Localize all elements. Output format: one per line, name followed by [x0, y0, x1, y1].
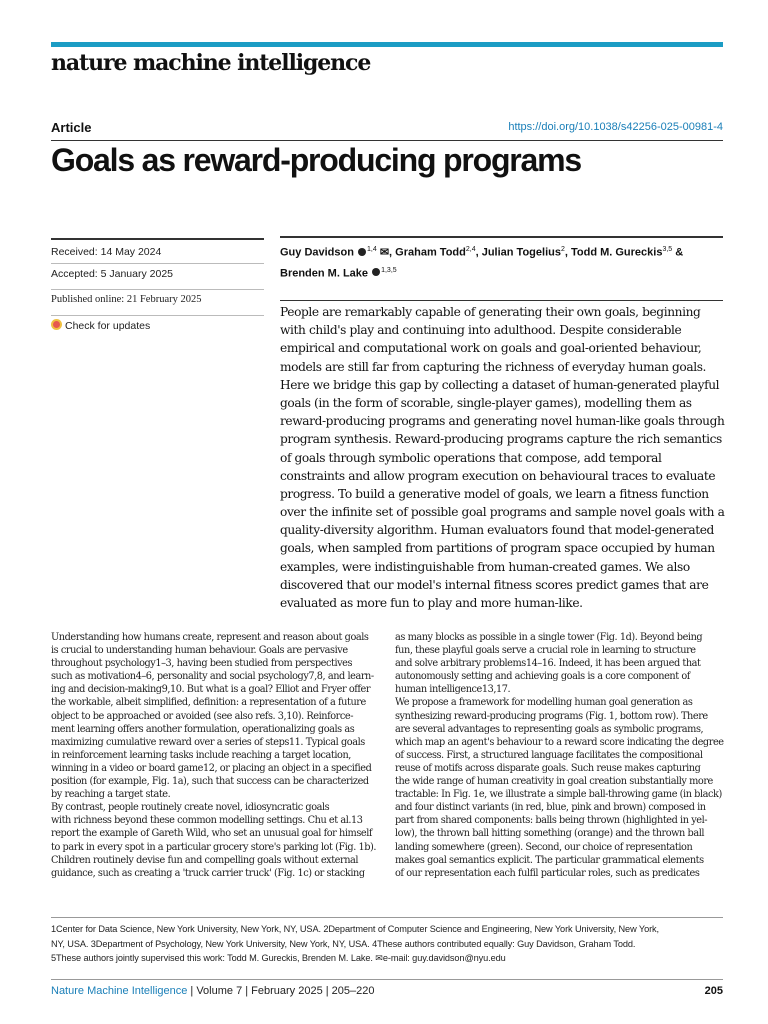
- author-affiliation: 1,4: [367, 246, 377, 253]
- footnote-rule: [51, 917, 723, 918]
- author-togelius[interactable]: , Julian Togelius: [475, 246, 561, 259]
- body-text-line: makes goal semantics explicit. The particular grammatical elements: [395, 854, 704, 866]
- author-affiliation: 2,4: [465, 246, 476, 253]
- abstract-line: quality-diversity algorithm. Human evaluators found that model-generated: [280, 523, 714, 538]
- abstract-line: constraints and allow program execution on behavioural traces to evaluate: [280, 468, 716, 483]
- body-text-line: ment learning offers another formulation, operationalizing goals as: [51, 723, 355, 735]
- published-date: Published online: 21 February 2025: [51, 290, 264, 316]
- check-updates-button[interactable]: [51, 316, 264, 342]
- header-rule: [51, 42, 723, 47]
- abstract-line: of goals through symbolic operations that compose, add temporal: [280, 450, 662, 465]
- body-text-line: synthesizing reward-producing programs (Fig. 1, bottom row). There: [395, 710, 708, 722]
- body-text-line: reuse of motifs across disparate goals. Such reuse makes capturing: [395, 762, 701, 774]
- body-text-line: throughout psychology1–3, having been studied from perspectives: [51, 658, 353, 670]
- footer-citation: [51, 985, 375, 997]
- author-gureckis[interactable]: , Todd M. Gureckis: [564, 246, 663, 259]
- body-text-line: By contrast, people routinely create novel, idiosyncratic goals: [51, 802, 330, 814]
- author-affiliation: 2: [560, 246, 565, 253]
- body-text-line: We propose a framework for modelling human goal generation as: [395, 697, 693, 709]
- body-text-line: Understanding how humans create, represent and reason about goals: [51, 632, 369, 643]
- body-text-line: of our representation each fulfil particular roles, such as predicates: [395, 867, 700, 879]
- body-text-line: the wide range of human creativity in goal creation substantially more: [395, 776, 713, 788]
- body-text-line: in reinforcement learning tasks include reaching a target location,: [51, 749, 351, 761]
- body-text-line: position (for example, Fig. 1a), such that success can be characterized: [51, 776, 369, 788]
- doi-link[interactable]: https://doi.org/10.1038/s42256-025-00981-4: [508, 121, 723, 133]
- footer-journal-link[interactable]: Nature Machine Intelligence: [51, 985, 188, 997]
- body-column-left: [51, 631, 384, 880]
- publication-metadata: [51, 238, 264, 342]
- abstract-line: Here we bridge this gap by collecting a dataset of human-generated playful: [280, 377, 720, 392]
- email-icon[interactable]: ✉: [379, 246, 390, 259]
- received-date: Received: 14 May 2024: [51, 238, 264, 264]
- body-text-line: Children routinely devise fun and compelling goals without external: [51, 854, 359, 866]
- author-todd[interactable]: , Graham Todd: [389, 246, 466, 259]
- orcid-icon[interactable]: [358, 248, 366, 256]
- author-davidson[interactable]: Guy Davidson: [280, 246, 354, 259]
- body-text-line: autonomously setting and achieving goals is a core component of: [395, 671, 690, 683]
- body-text-line: are several advantages to representing goals as symbolic programs,: [395, 723, 704, 735]
- body-text-line: tractable: In Fig. 1e, we illustrate a simple ball-throwing game (in black): [395, 789, 722, 801]
- body-text-line: and solve arbitrary problems14–16. Indeed, it has been argued that: [395, 658, 701, 670]
- footnote-line: NY, USA. 3Department of Psychology, New York University, New York, NY, USA. 4These authors contributed equally: Guy Davidson, Graham Todd.: [51, 938, 636, 949]
- affiliation-footnotes: [51, 922, 723, 966]
- abstract-line: discovered that our model's internal fitness scores predict games that are: [280, 577, 709, 592]
- orcid-icon[interactable]: [372, 268, 380, 276]
- abstract-line: evaluated as more fun to play and more human-like.: [280, 596, 583, 610]
- abstract-line: goals (in the form of scorable, single-player games), modelling them as: [280, 395, 692, 410]
- body-text-line: winning in a video or board game12, or placing an object in a specified: [51, 762, 372, 774]
- footnote-line: 1Center for Data Science, New York University, New York, NY, USA. 2Department of Computer Science and Engineering, New York University, New York,: [51, 924, 659, 934]
- abstract-line: progress. To build a generative model of goals, we learn a fitness function: [280, 486, 709, 501]
- body-text-line: which map an agent's behaviour to a reward score indicating the degree: [395, 736, 724, 748]
- author-affiliation: 1,3,5: [381, 266, 397, 274]
- journal-name[interactable]: nature machine intelligence: [51, 50, 371, 76]
- body-text-line: with richness beyond these common modelling settings. Chu et al.13: [51, 815, 363, 827]
- footer-rule: [51, 979, 723, 980]
- abstract-line: over the infinite set of possible goal programs and sample novel goals with a: [280, 505, 725, 520]
- abstract-line: reward-producing programs and generating novel human-like goals through: [280, 414, 725, 429]
- body-text-line: object to be approached or avoided (see also refs. 3,10). Reinforce-: [51, 710, 354, 722]
- body-text-line: report the example of Gareth Wild, who set an unusual goal for himself: [51, 828, 373, 840]
- abstract-line: goals, when sampled from partitions of program space occupied by human: [280, 541, 715, 556]
- body-text-line: landing somewhere (green). Second, our choice of representation: [395, 841, 693, 853]
- body-text-line: low), the thrown ball hitting something (orange) and the thrown ball: [395, 828, 705, 840]
- abstract-line: program synthesis. Reward-producing programs capture the rich semantics: [280, 432, 722, 447]
- footnote-line: 5These authors jointly supervised this work: Todd M. Gureckis, Brenden M. Lake. ✉e-mail: guy.davidson@nyu.edu: [51, 953, 506, 963]
- body-text-line: is crucial to understanding human behaviour. Goals are pervasive: [51, 645, 348, 657]
- author-lake[interactable]: Brenden M. Lake: [280, 267, 369, 280]
- check-updates-label: Check for updates: [65, 320, 151, 332]
- title-rule: [51, 140, 723, 141]
- abstract: [280, 300, 723, 612]
- body-text-line: fun, these playful goals serve a crucial role in learning to structure: [395, 645, 696, 657]
- author-list: [280, 236, 723, 282]
- accepted-date: Accepted: 5 January 2025: [51, 264, 264, 290]
- abstract-line: examples, were indistinguishable from human-created games. We also: [280, 559, 690, 574]
- body-text-line: the workable, albeit simplified, definition: a representation of a future: [51, 697, 366, 709]
- body-text-line: human intelligence13,17.: [395, 684, 511, 696]
- footer-volume-info: | Volume 7 | February 2025 | 205–220: [187, 985, 375, 997]
- body-text-line: as many blocks as possible in a single tower (Fig. 1d). Beyond being: [395, 632, 703, 643]
- body-text-line: such as motivation4–6, personality and social psychology7,8, and learn-: [51, 671, 374, 683]
- author-affiliation: 3,5: [662, 246, 673, 253]
- abstract-line: with child's play and continuing into adulthood. Despite considerable: [280, 323, 682, 338]
- abstract-line: empirical and computational work on goals and goal-oriented behaviour,: [280, 341, 702, 356]
- abstract-line: People are remarkably capable of generating their own goals, beginning: [280, 305, 701, 319]
- body-text-line: by reaching a target state.: [51, 789, 171, 801]
- abstract-line: models are still far from capturing the richness of everyday human goals.: [280, 359, 707, 374]
- body-text-line: ing and decision-making9,10. But what is a goal? Elliot and Fryer offer: [51, 684, 371, 696]
- article-type-label: Article: [51, 120, 92, 135]
- body-text-line: to park in every spot in a particular grocery store's parking lot (Fig. 1b).: [51, 841, 377, 853]
- author-ampersand: &: [672, 246, 684, 259]
- body-text-line: and four distinct variants (in red, blue, pink and brown) composed in: [395, 802, 706, 814]
- body-text-line: maximizing cumulative reward over a series of steps11. Typical goals: [51, 736, 365, 748]
- check-updates-icon: [51, 319, 62, 330]
- body-text-line: guidance, such as creating a 'truck carrier truck' (Fig. 1c) or stacking: [51, 867, 365, 879]
- body-column-right: [395, 631, 728, 880]
- body-text-line: of success. First, a structured language facilitates the compositional: [395, 749, 703, 761]
- body-text-line: part from shared components: balls being thrown (highlighted in yel-: [395, 815, 708, 827]
- article-title: Goals as reward-producing programs: [51, 142, 581, 178]
- page-number: 205: [704, 985, 723, 997]
